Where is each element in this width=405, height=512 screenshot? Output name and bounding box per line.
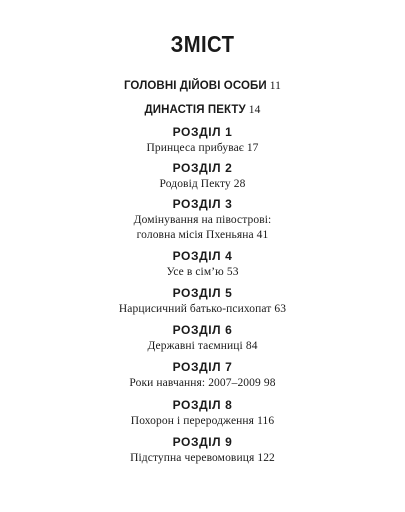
chapter-page: 28 <box>233 178 246 190</box>
chapter-label-3: РОЗДІЛ 3 <box>172 197 233 211</box>
chapter-page: 53 <box>226 266 239 278</box>
chapter-page: 63 <box>274 303 287 315</box>
toc-entry-page: 11 <box>269 80 282 92</box>
chapter-label-6: РОЗДІЛ 6 <box>172 323 233 337</box>
chapter-title-text: Похорон і переродження <box>130 415 255 427</box>
chapter-title-7 <box>0 376 405 390</box>
chapter-title-text: Роки навчання: 2007–2009 <box>129 377 261 389</box>
chapter-title-3-line-2 <box>0 228 405 242</box>
chapter-title-3-line-1: Домінування на півострові: <box>133 214 272 226</box>
chapter-title-text: Підступна черевомовиця <box>130 452 255 464</box>
chapter-label-5: РОЗДІЛ 5 <box>172 286 233 300</box>
chapter-page: 41 <box>256 229 269 241</box>
chapter-label-9: РОЗДІЛ 9 <box>172 435 233 449</box>
chapter-label-2: РОЗДІЛ 2 <box>172 161 233 175</box>
chapter-title-5 <box>0 302 405 316</box>
toc-title: ЗМІСТ <box>170 31 235 57</box>
chapter-title-text: головна місія Пхеньяна <box>136 229 254 241</box>
chapter-title-text: Державні таємниці <box>147 340 243 352</box>
chapter-title-text: Родовід Пекту <box>159 178 231 190</box>
toc-entry-title: ДИНАСТІЯ ПЕКТУ <box>144 104 246 116</box>
chapter-title-text: Нарцисичний батько-психопат <box>118 303 272 315</box>
chapter-title-text: Усе в сім’ю <box>166 266 224 278</box>
chapter-label-4: РОЗДІЛ 4 <box>172 249 233 263</box>
chapter-title-4 <box>0 265 405 279</box>
chapter-page: 84 <box>245 340 258 352</box>
toc-entry-dynasty <box>0 103 405 117</box>
toc-entry-page: 14 <box>248 104 261 116</box>
chapter-label-1: РОЗДІЛ 1 <box>172 125 233 139</box>
chapter-title-text: Принцеса прибуває <box>146 142 244 154</box>
chapter-label-8: РОЗДІЛ 8 <box>172 398 233 412</box>
toc-entry-title: ГОЛОВНІ ДІЙОВІ ОСОБИ <box>123 80 267 92</box>
chapter-page: 17 <box>246 142 259 154</box>
chapter-title-1 <box>0 141 405 155</box>
chapter-title-8 <box>0 414 405 428</box>
chapter-page: 122 <box>257 452 275 464</box>
chapter-title-2 <box>0 177 405 191</box>
chapter-label-7: РОЗДІЛ 7 <box>172 360 233 374</box>
chapter-page: 98 <box>263 377 276 389</box>
chapter-title-9 <box>0 451 405 465</box>
chapter-page: 116 <box>257 415 275 427</box>
toc-entry-main-characters <box>0 79 405 93</box>
chapter-title-6 <box>0 339 405 353</box>
